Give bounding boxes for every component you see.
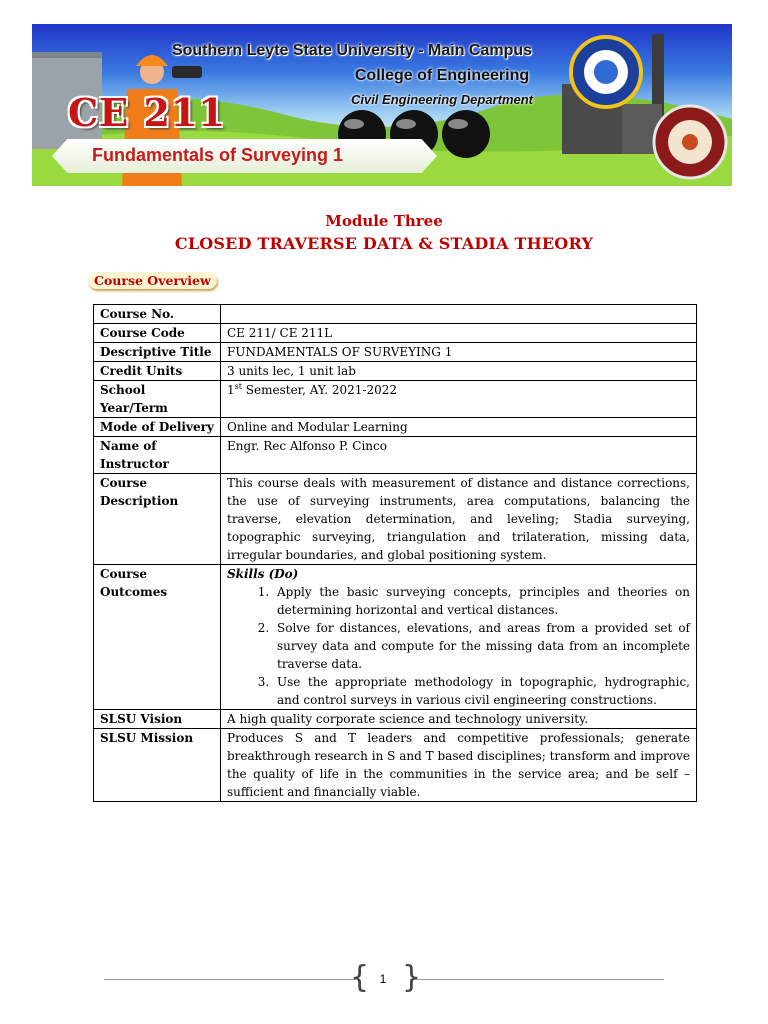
table-row [94,324,697,343]
sphere-icon [442,110,490,158]
department-name: Civil Engineering Department [350,92,534,107]
footer-rule-left [104,979,356,980]
module-label: Module Three [325,212,443,230]
mode-of-delivery-value: Online and Modular Learning [221,418,697,437]
college-name: College of Engineering [354,67,530,84]
course-description-label: Course Description [94,474,221,565]
school-year-value [221,381,697,418]
table-row [94,418,697,437]
skills-heading: Skills (Do) [227,567,299,581]
list-item: 1. Apply the basic surveying concepts, principles and theories on determining horizontal and vertical distances. [273,583,690,619]
outcomes-list [227,583,690,709]
university-name: Southern Leyte State University - Main Campus [171,42,533,59]
descriptive-title-label: Descriptive Title [94,343,221,362]
mission-label: SLSU Mission [94,729,221,802]
course-no-value [221,305,697,324]
mode-of-delivery-label: Mode of Delivery [94,418,221,437]
footer-rule-right [410,979,664,980]
page-number: 1 [379,972,387,986]
credit-units-value: 3 units lec, 1 unit lab [221,362,697,381]
instructor-label: Name of Instructor [94,437,221,474]
instructor-value: Engr. Rec Alfonso P. Cinco [221,437,697,474]
list-item: 2. Solve for distances, elevations, and areas from a provided set of survey data and compute for the missing data from an incomplete traverse data. [273,619,690,673]
course-description-value: This course deals with measurement of distance and distance corrections, the use of surveying instruments, area computations, balancing the traverse, elevation determination, and leveling; Stadia surveying, topographic surveying, triangulation and trilateration, missing data, irregular boundaries, and global positioning system. [221,474,697,565]
course-outcomes-value [221,565,697,710]
module-title: CLOSED TRAVERSE DATA & STADIA THEORY [174,234,594,253]
table-row [94,343,697,362]
header-banner [32,24,732,186]
vision-value: A high quality corporate science and technology university. [221,710,697,729]
semester-text: Semester, AY. 2021-2022 [241,383,398,397]
course-overview-table [93,304,697,802]
credit-units-label: Credit Units [94,362,221,381]
descriptive-title-value: FUNDAMENTALS OF SURVEYING 1 [221,343,697,362]
table-row [94,474,697,565]
school-year-label: School Year/Term [94,381,221,418]
course-no-label: Course No. [94,305,221,324]
vision-label: SLSU Vision [94,710,221,729]
table-row [94,710,697,729]
list-item: 3. Use the appropriate methodology in topographic, hydrographic, and control surveys in various civil engineering constructions. [273,673,690,709]
mission-value: Produces S and T leaders and competitive professionals; generate breakthrough research in S and T based disciplines; transform and improve the quality of life in the communities in the service area; and be self – sufficient and financially viable. [221,729,697,802]
course-outcomes-label: Course Outcomes [94,565,221,710]
course-code-value: CE 211/ CE 211L [221,324,697,343]
left-brace-icon: { [350,960,370,995]
table-row [94,729,697,802]
course-overview-heading: Course Overview [88,272,217,289]
semester-ordinal: 1 [227,383,235,397]
course-code-label: Course Code [94,324,221,343]
surveying-instrument [172,66,202,78]
right-brace-icon: } [402,960,422,995]
table-row [94,437,697,474]
course-name-title: Fundamentals of Surveying 1 [92,145,344,165]
table-row [94,362,697,381]
course-code-title: CE 211 [68,90,226,135]
semester-ordinal-suffix: st [234,382,242,391]
table-row [94,565,697,710]
table-row [94,381,697,418]
table-row [94,305,697,324]
